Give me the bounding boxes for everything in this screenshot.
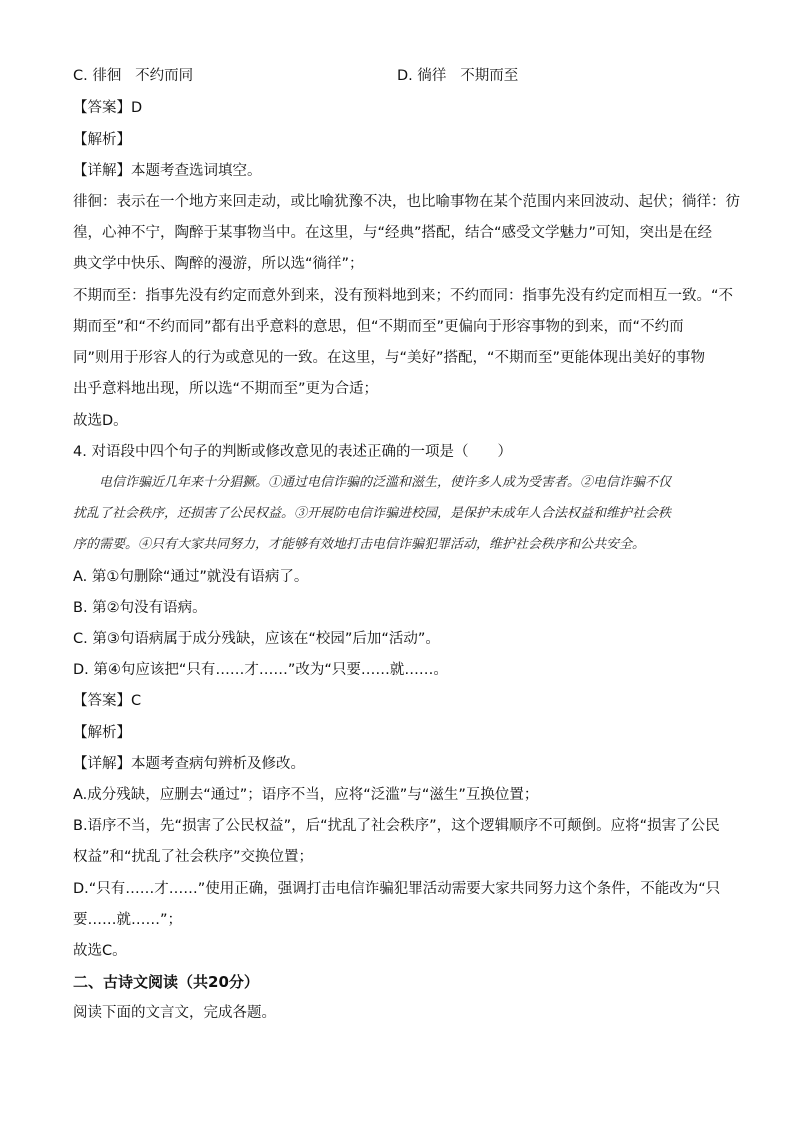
q4-option-a: A. 第①句删除“通过”就没有语病了。 xyxy=(73,569,309,585)
q4-passage-line: 电信诈骗近几年来十分猖獗。①通过电信诈骗的泛滥和滋生，使许多人成为受害者。②电信诈骗不仅 xyxy=(73,475,672,490)
q4-analysis-label: 【解析】 xyxy=(73,725,131,741)
q4-option-c: C. 第③句语病属于成分残缺，应该在“校园”后加“活动”。 xyxy=(73,631,440,647)
q4-detail-line: A.成分残缺，应删去“通过”；语序不当，应将“泛滥”与“滋生”互换位置； xyxy=(73,787,539,803)
q3-detail-line: 徘徊：表示在一个地方来回走动，或比喻犹豫不决，也比喻事物在某个范围内来回波动、起伏；徜徉：彷 xyxy=(73,194,740,210)
q4-passage-line: 扰乱了社会秩序，还损害了公民权益。③开展防电信诈骗进校园，是保护未成年人合法权益和维护社会秩 xyxy=(73,506,672,521)
q4-passage-line: 序的需要。④只有大家共同努力，才能够有效地打击电信诈骗犯罪活动，维护社会秩序和公共安全。 xyxy=(73,537,646,552)
q4-detail-line: 要……就……”； xyxy=(73,912,183,928)
q4-stem: 4. 对语段中四个句子的判断或修改意见的表述正确的一项是（ ） xyxy=(73,444,512,460)
q4-option-b: B. 第②句没有语病。 xyxy=(73,600,207,616)
q4-detail-line: 【详解】本题考查病句辨析及修改。 xyxy=(73,756,305,772)
q3-detail-line: 典文学中快乐、陶醉的漫游，所以选“徜徉”； xyxy=(73,256,364,272)
q4-answer: 【答案】C xyxy=(73,693,142,709)
q4-detail-line: D.“只有……才……”使用正确，强调打击电信诈骗犯罪活动需要大家共同努力这个条件，不能改为“只 xyxy=(73,881,721,897)
q4-option-d: D. 第④句应该把“只有……才……”改为“只要……就……。 xyxy=(73,662,448,678)
q3-detail-line: 出乎意料地出现，所以选“不期而至”更为合适； xyxy=(73,381,379,397)
section-intro: 阅读下面的文言文，完成各题。 xyxy=(73,1005,276,1021)
q4-detail-line: B.语序不当，先“损害了公民权益”，后“扰乱了社会秩序”，这个逻辑顺序不可颠倒。应将“损害了公民 xyxy=(73,818,720,834)
q3-conclusion: 故选D。 xyxy=(73,413,128,429)
q3-detail-line: 不期而至：指事先没有约定而意外到来，没有预料地到来；不约而同：指事先没有约定而相互一致。“不 xyxy=(73,288,734,304)
q3-detail-line: 同”则用于形容人的行为或意见的一致。在这里，与“美好”搭配，“不期而至”更能体现出美好的事物 xyxy=(73,350,706,366)
q3-detail-line: 【详解】本题考查选词填空。 xyxy=(73,163,262,179)
q3-answer: 【答案】D xyxy=(73,100,143,116)
q4-conclusion: 故选C。 xyxy=(73,943,127,959)
q4-detail-line: 权益”和“扰乱了社会秩序”交换位置； xyxy=(73,849,314,865)
section-heading: 二、古诗文阅读（共20分） xyxy=(73,973,259,991)
q3-analysis-label: 【解析】 xyxy=(73,132,131,148)
q3-detail-line: 徨，心神不宁，陶醉于某事物当中。在这里，与“经典”搭配，结合“感受文学魅力”可知，突出是在经 xyxy=(73,225,713,241)
q3-options-row xyxy=(73,66,723,86)
q3-option-c: C. 徘徊 不约而同 xyxy=(73,68,194,84)
q3-detail-line: 期而至”和“不约而同”都有出乎意料的意思，但“不期而至”更偏向于形容事物的到来，而“不约而 xyxy=(73,319,684,335)
q3-option-d: D. 徜徉 不期而至 xyxy=(397,68,519,84)
